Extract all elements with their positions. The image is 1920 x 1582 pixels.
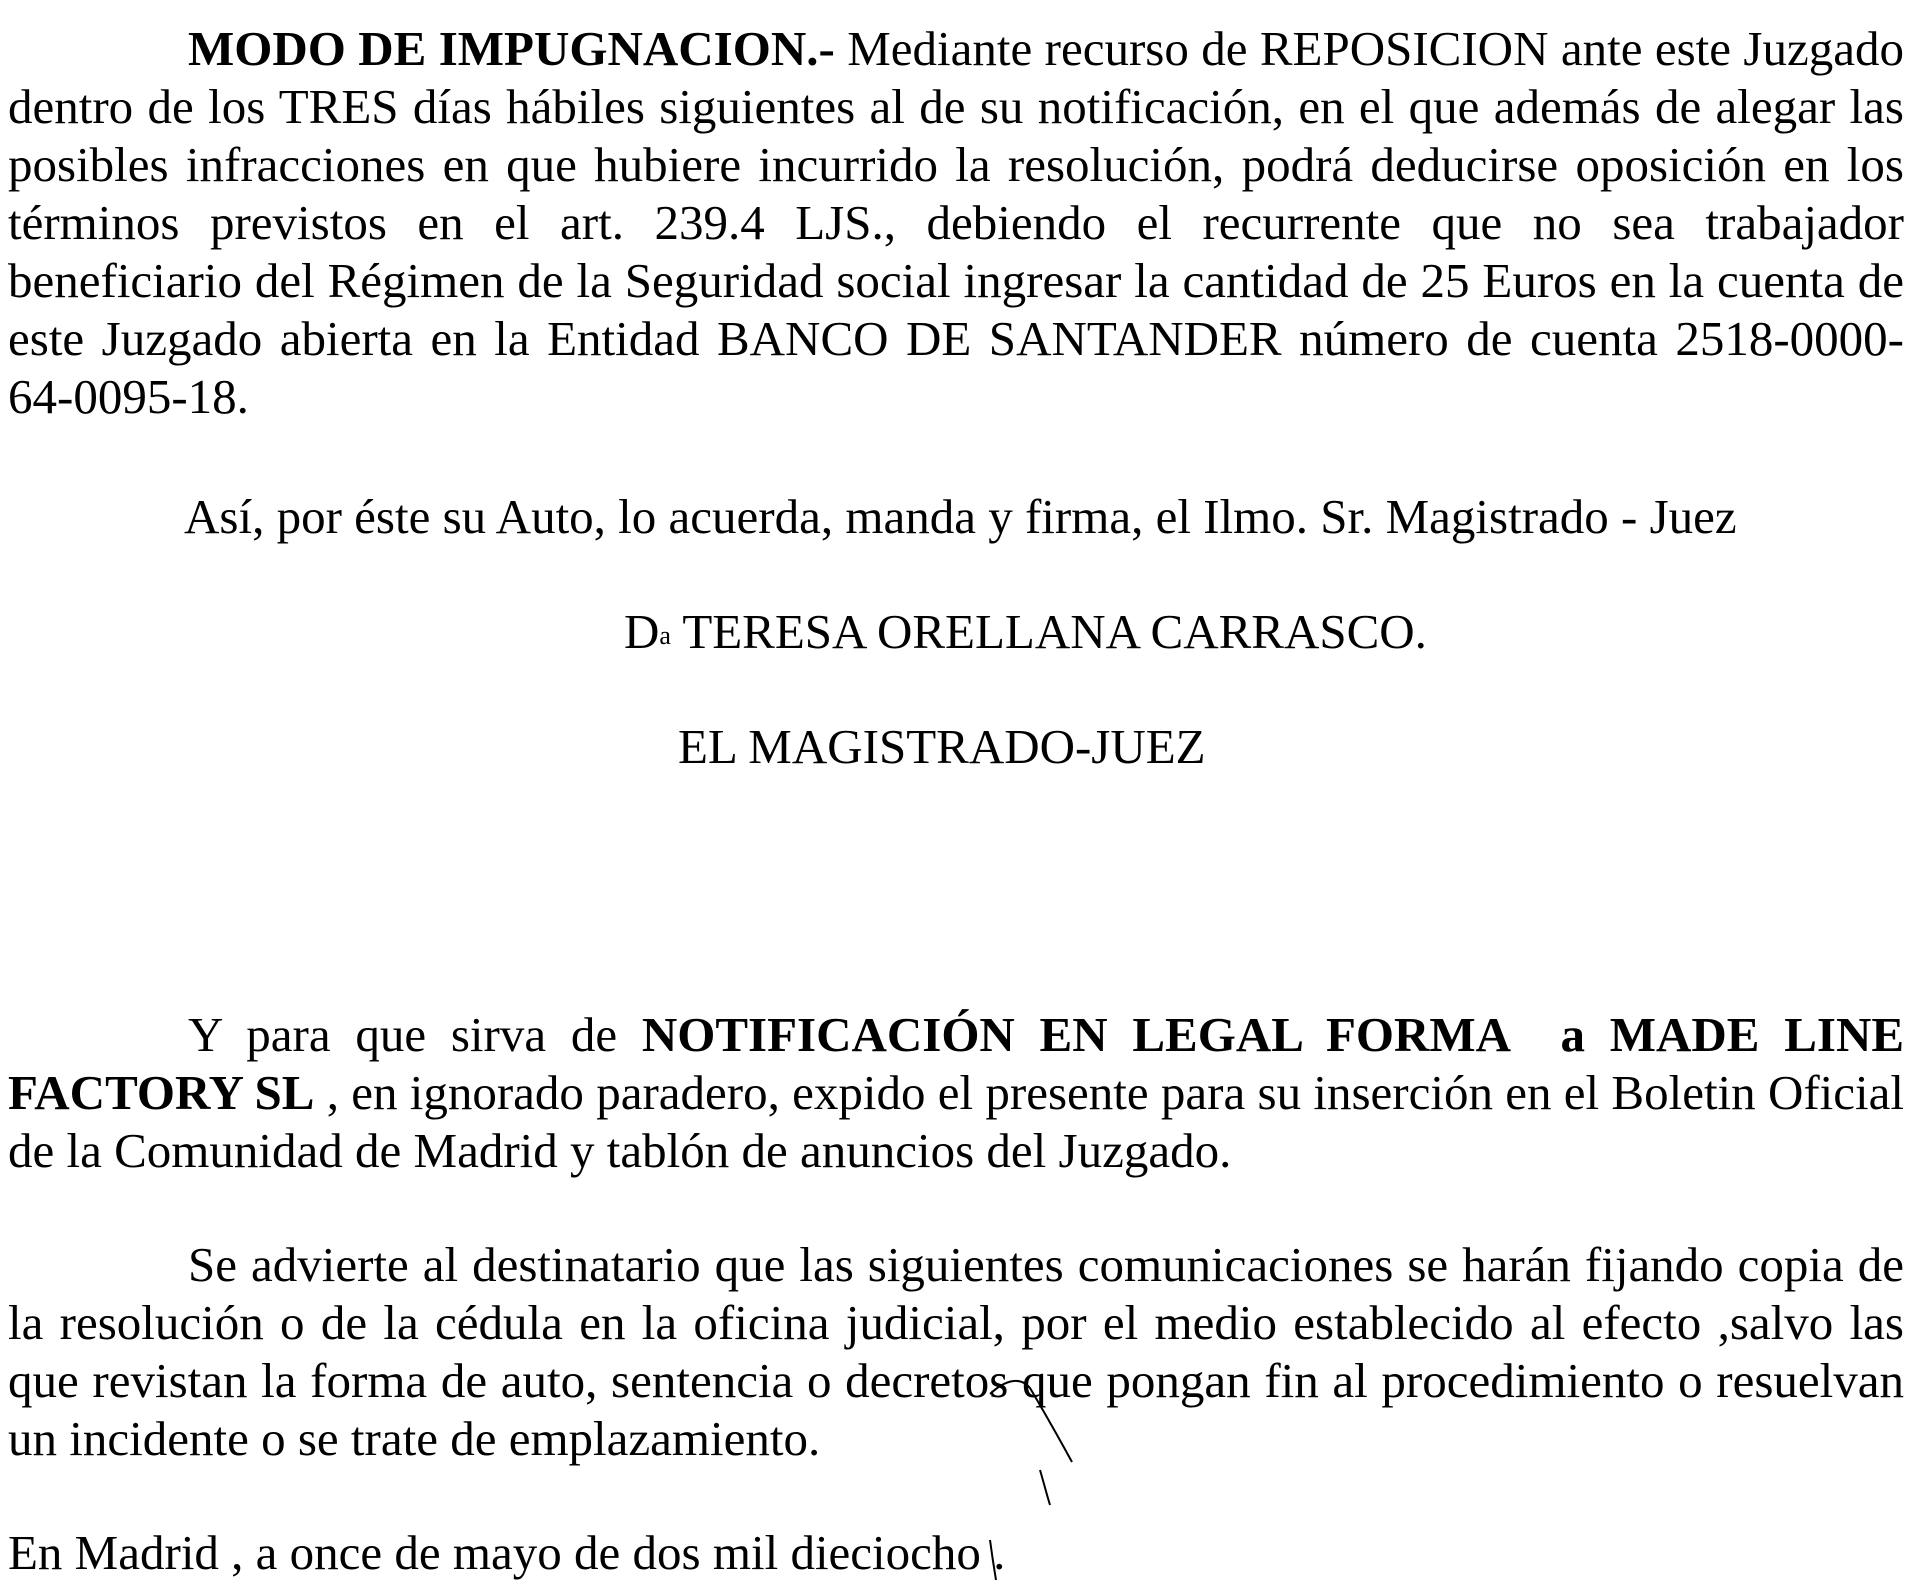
judge-name-line [624, 603, 1427, 661]
notification-paragraph [8, 1006, 1904, 1180]
notification-notice: NOTIFICACIÓN EN LEGAL FORMA [641, 1007, 1512, 1062]
impugnacion-paragraph [8, 20, 1904, 426]
notification-intro: Y para que sirva de [188, 1007, 618, 1062]
judge-prefix-superscript: a [659, 621, 671, 650]
judge-prefix: D [624, 604, 660, 659]
advertencia-paragraph: Se advierte al destinatario que las siguientes comunicaciones se harán fijando copia de la resolución o de la cédula en la oficina judicial, por el medio establecido al efecto ,salvo las que revistan la forma de auto, sentencia o decretos que pongan fin al procedimiento o resuelvan un incidente o se trate de emplazamiento. [8, 1237, 1904, 1466]
impugnacion-heading: MODO DE IMPUGNACION.- [188, 21, 835, 76]
auto-statement: Así, por éste su Auto, lo acuerda, manda y firma, el Ilmo. Sr. Magistrado - Juez [184, 489, 1737, 544]
notification-recipient: a MADE LINE FACTORY SL [8, 1007, 1905, 1120]
impugnacion-body: Mediante recurso de REPOSICION ante este Juzgado dentro de los TRES días hábiles siguientes al de su notificación, en el que además de alegar las posibles infracciones en que hubiere incurrido la resolución, podrá deducirse oposición en los términos previstos en el art. 239.4 LJS., debiendo el recurrente que no sea trabajador beneficiario del Régimen de la Seguridad social ingresar la cantidad de 25 Euros en la cuenta de este Juzgado abierta en la Entidad BANCO DE SANTANDER número de cuenta 2518-0000-64-0095-18. [8, 21, 1905, 424]
pen-stroke-mark [1040, 1470, 1050, 1505]
notification-rest: , en ignorado paradero, expido el presente para su inserción en el Boletin Oficial de la Comunidad de Madrid y tablón de anuncios del Juzgado. [8, 1065, 1904, 1178]
judge-title: EL MAGISTRADO-JUEZ [678, 719, 1206, 774]
date-line: En Madrid , a once de mayo de dos mil dieciocho . [8, 1525, 1006, 1580]
judge-name: TERESA ORELLANA CARRASCO. [682, 604, 1427, 659]
